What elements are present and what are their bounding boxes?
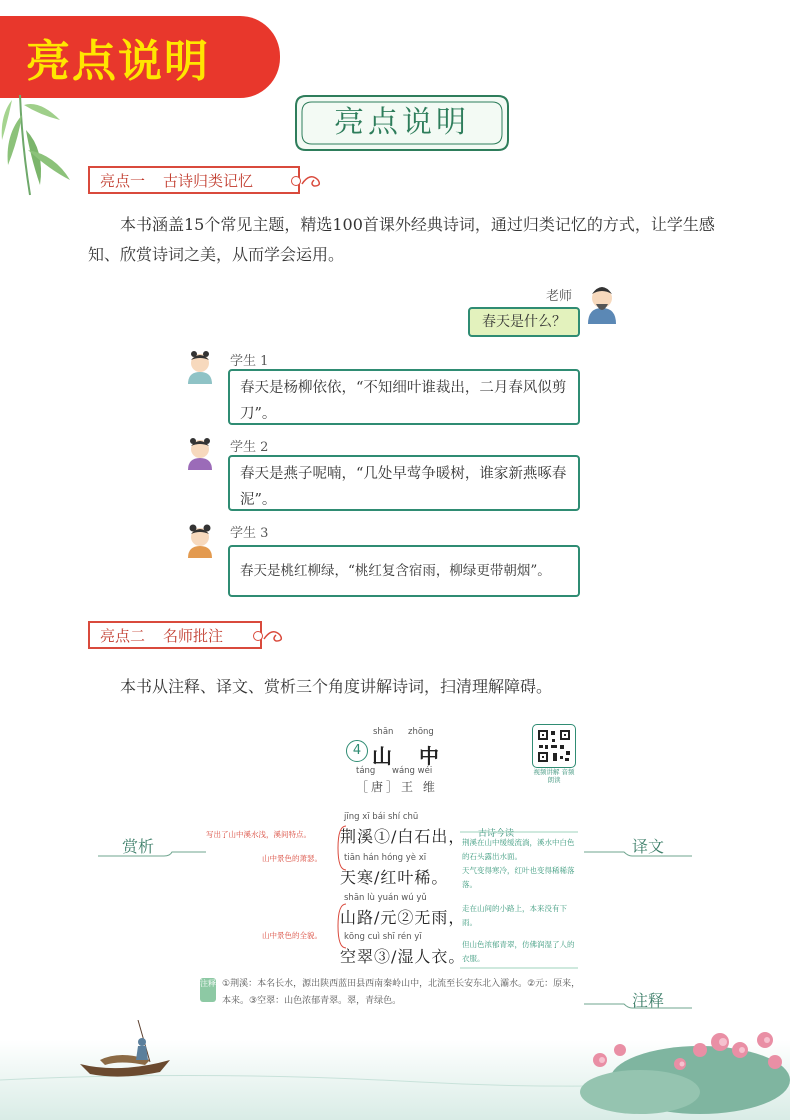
side-label-translation: 译文 xyxy=(632,837,665,856)
translation-line-2: 天气变得寒冷，红叶也变得稀稀落落。 xyxy=(462,866,575,889)
poem-line-3: 山路/元②无雨， xyxy=(340,908,466,927)
poem-line-2: 天寒/红叶稀。 xyxy=(340,868,449,887)
appreciation-note-1: 写出了山中溪水浅，溪间特点。 xyxy=(206,830,311,839)
author-pinyin-2: wáng wéi xyxy=(392,766,433,776)
bamboo-leaves-decoration xyxy=(0,95,90,205)
translation-line-1: 荆溪在山中缓缓流淌，溪水中白色的石头露出水面。 xyxy=(462,838,575,861)
student-2-speech-bubble: 春天是燕子呢喃，“几处早莺争暖树，谁家新燕啄春泥”。 xyxy=(228,455,580,511)
poem-line-1: 荆溪①/白石出， xyxy=(340,827,466,846)
swirl-icon xyxy=(300,170,328,190)
student-2-label: 学生 2 xyxy=(230,440,269,455)
page-title-plaque xyxy=(292,92,512,154)
poem-author: ［唐］王 维 xyxy=(356,780,438,794)
section-tag-1-label-a: 亮点一 xyxy=(100,171,146,190)
translation-line-decoration xyxy=(584,848,694,862)
section-tag-1-label-b: 古诗归类记忆 xyxy=(163,171,254,190)
corner-banner-label: 亮点说明 xyxy=(26,36,210,87)
teacher-label: 老师 xyxy=(546,289,573,304)
notes-badge: 注释 xyxy=(200,978,216,1002)
section-tag-2 xyxy=(88,621,262,649)
teacher-avatar-icon xyxy=(584,280,620,324)
appreciation-note-3: 山中景色的全貌。 xyxy=(262,931,322,940)
student-1-avatar-icon xyxy=(184,348,216,384)
student-3-avatar-icon xyxy=(184,522,216,558)
student-2-avatar-icon xyxy=(184,434,216,470)
corner-banner xyxy=(0,16,280,98)
translation-title: 古诗今读 xyxy=(478,829,515,839)
poem-notes: ①荆溪：本名长水，源出陕西蓝田县西南秦岭山中，北流至长安东北入灞水。②元：原来，本来。③空翠：山色浓郁青翠。翠，青绿色。 xyxy=(222,979,581,1006)
section-2-text: 本书从注释、译文、赏析三个角度讲解诗词，扫清理解障碍。 xyxy=(120,677,553,696)
qr-caption: 视频讲解 音频朗读 xyxy=(533,768,575,784)
student-1-label: 学生 1 xyxy=(230,354,269,369)
poem-line-4: 空翠③/湿人衣。 xyxy=(340,947,466,966)
title-pinyin-2: zhōng xyxy=(408,727,434,737)
student-3-label: 学生 3 xyxy=(230,526,269,541)
author-pinyin-1: táng xyxy=(356,766,376,776)
side-label-notes: 注释 xyxy=(632,991,665,1010)
section-tag-1 xyxy=(88,166,300,194)
annotation-brackets xyxy=(320,820,350,965)
appreciation-note-2: 山中景色的萧瑟。 xyxy=(262,854,322,863)
side-label-appreciation: 赏析 xyxy=(122,837,155,856)
notes-line-decoration xyxy=(584,1000,694,1014)
section-tag-2-label-a: 亮点二 xyxy=(100,626,146,645)
poem-title: 山 中 xyxy=(372,744,449,768)
poem-number-badge: 4 xyxy=(346,740,368,762)
line-1-pinyin: jīng xī bái shí chū xyxy=(344,812,419,822)
qr-code-icon xyxy=(532,724,576,768)
page-title: 亮点说明 xyxy=(334,105,470,140)
section-tag-2-label-b: 名师批注 xyxy=(163,626,224,645)
translation-line-4: 但山色浓郁青翠，仿佛润湿了人的衣服。 xyxy=(462,940,575,963)
line-2-pinyin: tiān hán hóng yè xī xyxy=(344,853,427,863)
line-4-pinyin: kōng cuì shī rén yī xyxy=(344,932,422,942)
swirl-icon xyxy=(262,625,290,645)
student-3-speech-bubble: 春天是桃红柳绿，“桃红复含宿雨，柳绿更带朝烟”。 xyxy=(228,545,580,597)
student-1-speech-bubble: 春天是杨柳依依，“不知细叶谁裁出，二月春风似剪刀”。 xyxy=(228,369,580,425)
line-3-pinyin: shān lù yuán wú yǔ xyxy=(344,893,427,903)
teacher-speech-bubble: 春天是什么？ xyxy=(468,307,580,337)
translation-line-3: 走在山间的小路上，本来没有下雨。 xyxy=(462,904,567,927)
section-1-text: 本书涵盖15个常见主题，精选100首课外经典诗词，通过归类记忆的方式，让学生感知、欣赏诗词之美，从而学会运用。 xyxy=(88,215,715,264)
appreciation-line-decoration xyxy=(98,848,208,862)
bottom-landscape-illustration xyxy=(0,1020,790,1120)
title-pinyin-1: shān xyxy=(373,727,394,737)
